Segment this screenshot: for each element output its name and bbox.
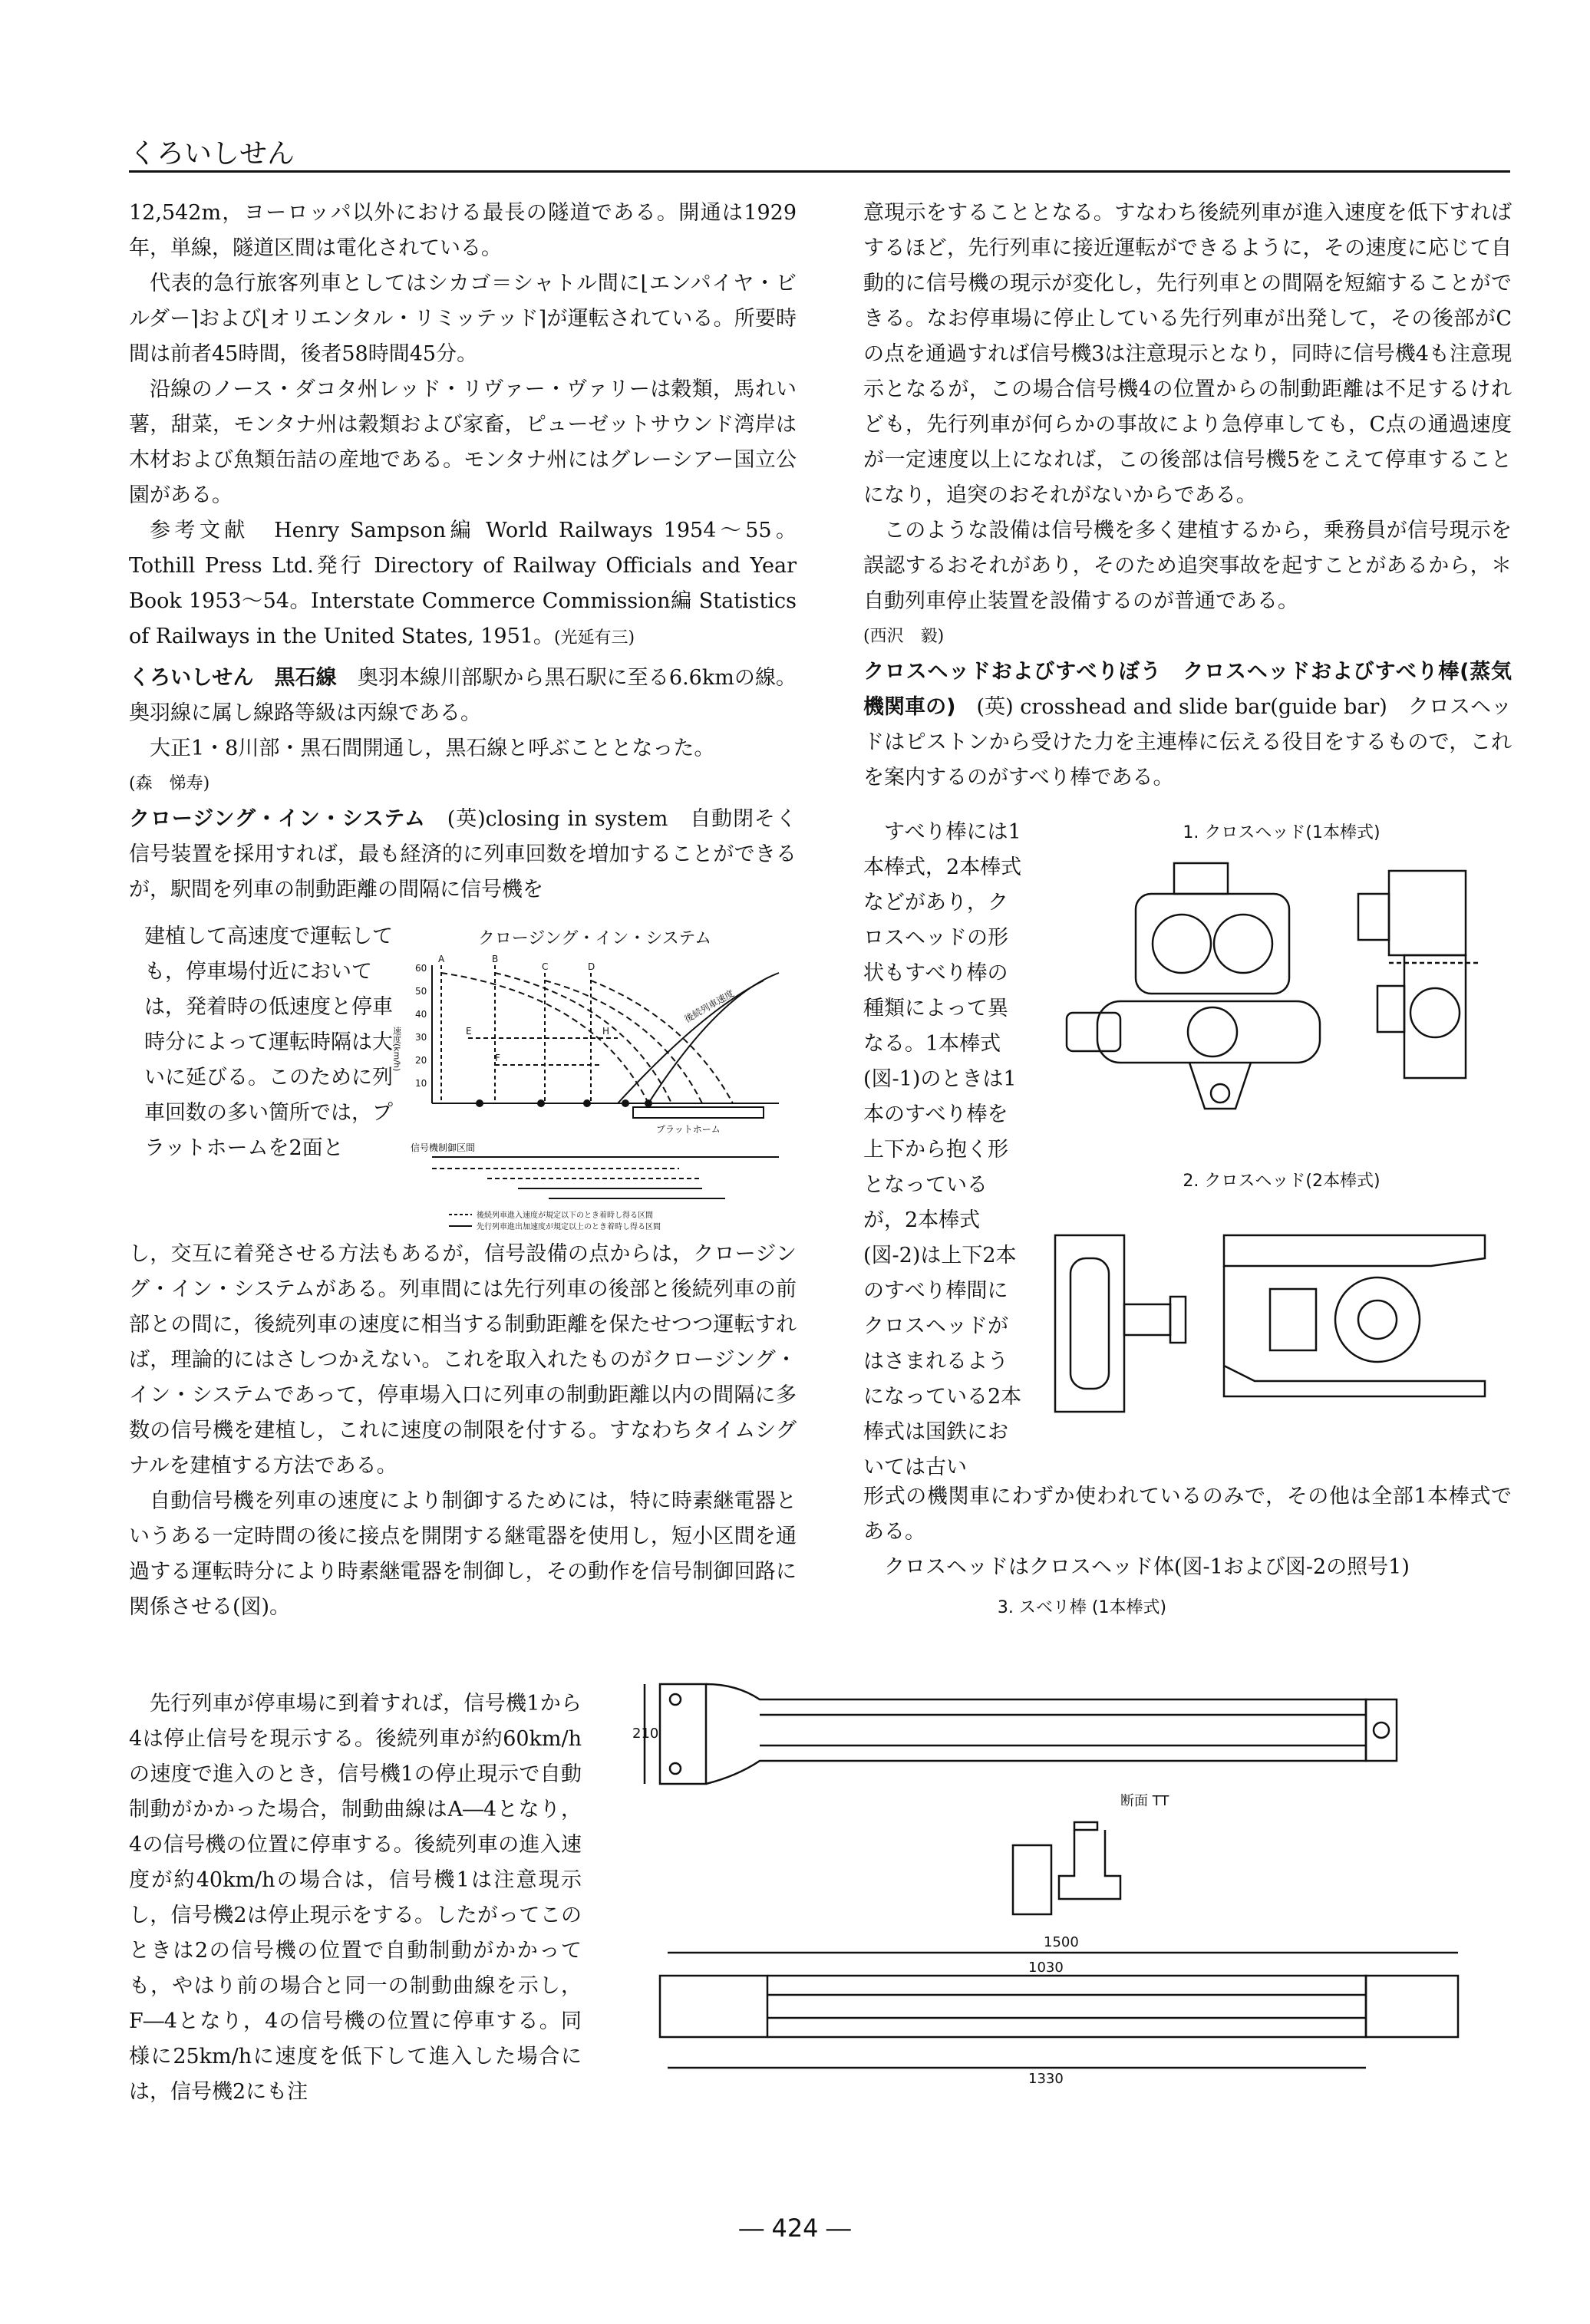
closing-body2: し，交互に着発させる方法もあるが，信号設備の点からは，クロージング・イン・システムがある。列車間には先行列車の後部と後続列車の前部との間に，後続列車の速度に相当する制動距離を保たせつつ運転すれば，理論的にはさしつかえない。これを取入れたものがクロージング・イン・システムであって，停車場入口に列車の制動距離以内の間隔に多数の信号機を建植し，これに速度の制限を付する。すなわちタイムシグナルを建植する方法である。 [129, 1242, 797, 1478]
intro-text: 12,542m，ヨーロッパ以外における最長の隧道である。開通は1929年，単線，隧道区間は電化されている。 [129, 201, 797, 260]
fig1-crosshead-drawing [1051, 848, 1512, 1147]
closing-point-C: C [542, 961, 549, 972]
crosshead-headword: クロスヘッドおよびすべりぼう クロスヘッドおよびすべり棒(蒸気機関車の) [863, 660, 1512, 719]
closing-point-D: D [588, 961, 595, 972]
products-paragraph: 沿線のノース・ダコタ州レッド・リヴァー・ヴァリーは穀類，馬れい薯，甜菜，モンタナ州は穀類および家畜，ピューゼットサウンド湾岸は木材および魚類缶詰の産地である。モンタナ州にはグレーシアー国立公園がある。 [129, 377, 797, 507]
right-para1: 意現示をすることとなる。すなわち後続列車が進入速度を低下すればするほど，先行列車に接近運転ができるように，その速度に応じて自動的に信号機の現示が変化し，先行列車との間隔を短縮することができる。なお停車場に停止している先行列車が出発して，その後部がCの点を通過すれば信号機3は注意現示となり，同時に信号機4も注意現示となるが，この場合信号機4の位置からの制動距離は不足するけれども，先行列車が何らかの事故により急停車しても，C点の通過速度が一定速度以上になれば，この後部は信号機5をこえて停車することになり，追突のおそれがないからである。 [863, 201, 1512, 507]
closing-point-H: H [602, 1026, 610, 1037]
right-para2-author: (西沢 毅) [863, 627, 945, 646]
fig1-caption: 1. クロスヘッド(1本棒式) [1183, 823, 1381, 842]
fig3-dim-1030: 1030 [1028, 1960, 1064, 1976]
closing-body4: 先行列車が停車場に到着すれば，信号機1から4は停止信号を現示する。後続列車が約60km/hの速度で進入のとき，信号機1の停止現示で自動制動がかかった場合，制動曲線はA―4となり，4の信号機の位置に停車する。後続列車の進入速度が約40km/hの場合は，信号機1は注意現示し，信号機2は停止現示をする。したがってこのときは2の信号機の位置で自動制動がかかっても，やはり前の場合と同一の制動曲線を示し，F―4となり，4の信号機の位置に停車する。同様に25km/hに速度を低下して進入した場合には，信号機2にも注 [129, 1692, 582, 2104]
crosshead-body1: クロスヘッドはピストンから受けた力を主連棒に伝える役目をするもので，これを案内するのがすべり棒である。 [863, 695, 1512, 790]
closing-headword: クロージング・イン・システム [129, 807, 426, 831]
kuroishi-headword: くろいしせん 黒石線 [129, 666, 337, 690]
closing-point-F: F [495, 1053, 500, 1063]
trains-paragraph: 代表的急行旅客列車としてはシカゴ＝シャトル間に⌊エンパイヤ・ビルダー⌉および⌊オリエンタル・リミッテッド⌉が運転されている。所要時間は前者45時間，後者58時間45分。 [129, 272, 797, 366]
closing-signal-label: 信号機制御区間 [411, 1142, 476, 1153]
fig3-dim-210: 210 [632, 1726, 659, 1742]
fig3-section-label: 断面 TT [1120, 1793, 1169, 1809]
fig3-dim-1500: 1500 [1044, 1934, 1079, 1950]
kuroishi-author: (森 悌寿) [129, 774, 210, 793]
closing-ytick-3: 30 [415, 1032, 427, 1043]
closing-wrap-paragraph: 建植して高速度で運転しても，停車場付近においては，発着時の低速度と停車時分によって運転時隔は大いに延びる。このために列車回数の多い箇所では，プラットホームを2面と [144, 925, 393, 1160]
closing-ytick-2: 40 [415, 1009, 427, 1020]
closing-platform-label: プラットホーム [656, 1124, 721, 1135]
closing-wrap-text [144, 919, 398, 1166]
closing-ytick-5: 10 [415, 1078, 427, 1089]
closing-in-figure [391, 950, 787, 1234]
references-text: 参考文献 Henry Sampson編 World Railways 1954～55。Tothill Press Ltd.発行 Directory of Railway Officials and Year Book 1953～54。Interstate Commerce Commission編 Statistics of Railways in the United States, 1951。 [129, 519, 797, 648]
closing-ytick-1: 50 [415, 986, 427, 997]
closing-figure-title: クロージング・イン・システム [477, 929, 712, 948]
crosshead-entry [863, 654, 1512, 796]
closing-ylabel: 速度(km/h) [391, 1027, 402, 1072]
kuroishi-paragraph2: 大正1・8川部・黒石間開通し，黒石線と呼ぶこととなった。 [150, 737, 715, 760]
closing-ytick-0: 60 [415, 963, 427, 974]
fig2-crosshead-drawing [1040, 1205, 1500, 1442]
closing-ytick-4: 20 [415, 1055, 427, 1066]
kuroishi-entry [129, 661, 797, 731]
fig3-slidebar-drawing [629, 1623, 1496, 2206]
closing-legend-solid: 先行列車進出加速度が規定以上のとき着時し得る区間 [477, 1223, 661, 1231]
crosshead-body3: クロスヘッドはクロスヘッド体(図-1および図-2の照号1) [884, 1555, 1410, 1579]
fig3-dim-1330: 1330 [1028, 2071, 1064, 2087]
left-column-top [129, 196, 797, 908]
right-column-bottom [863, 1479, 1512, 1585]
crosshead-wrap-paragraph: すべり棒には1本棒式，2本棒式などがあり，クロスヘッドの形状もすべり棒の種類によって異なる。1本棒式(図-1)のときは1本のすべり棒を上下から抱く形となっているが，2本棒式(図-2)は上下2本のすべり棒間にクロスヘッドがはさまれるようになっている2本棒式は国鉄においては古い [863, 820, 1022, 1479]
left-column-bottom [129, 1237, 797, 1625]
right-column-top [863, 196, 1512, 796]
header-rule [129, 170, 1510, 173]
closing-point-B: B [492, 954, 499, 964]
left-column-narrow [129, 1686, 582, 2110]
kuroishi-body: 奥羽本線川部駅から黒石駅に至る6.6kmの線。奥羽線に属し線路等級は丙線である。 [129, 666, 797, 725]
fig3-caption: 3. スベリ棒 (1本棒式) [997, 1598, 1167, 1617]
closing-point-E: E [466, 1026, 472, 1037]
references-author: (光延有三) [553, 628, 635, 648]
closing-curve-label: 後続列車速度 [682, 987, 736, 1025]
closing-body3: 自動信号機を列車の速度により制御するためには，特に時素継電器というある一定時間の後に接点を開閉する継電器を使用し，短小区間を通過する運転時分により時素継電器を制御し，その動作を信号制御回路に関係させる(図)。 [129, 1489, 797, 1619]
closing-point-A: A [438, 954, 445, 964]
crosshead-english: (英) crosshead and slide bar(guide bar) [976, 695, 1387, 719]
fig2-caption: 2. クロスヘッド(2本棒式) [1183, 1172, 1381, 1191]
closing-body1: 自動閉そく信号装置を採用すれば，最も経済的に列車回数を増加することができるが，駅間を列車の制動距離の間隔に信号機を [129, 807, 797, 902]
right-para2: このような設備は信号機を多く建植するから，乗務員が信号現示を誤認するおそれがあり，そのため追突事故を起すことがあるから，＊自動列車停止装置を設備するのが普通である。 [863, 519, 1512, 613]
crosshead-body2: 形式の機関車にわずか使われているのみで，その他は全部1本棒式である。 [863, 1485, 1512, 1544]
crosshead-wrap-text [863, 815, 1028, 1485]
closing-english: (英)closing in system [447, 807, 668, 831]
page-header-title: くろいしせん [129, 138, 295, 170]
closing-entry [129, 802, 797, 908]
closing-legend-dashed: 後続列車進入速度が規定以下のとき着時し得る区間 [477, 1211, 653, 1220]
references-paragraph [129, 513, 797, 656]
page-number: ― 424 ― [739, 2214, 851, 2243]
